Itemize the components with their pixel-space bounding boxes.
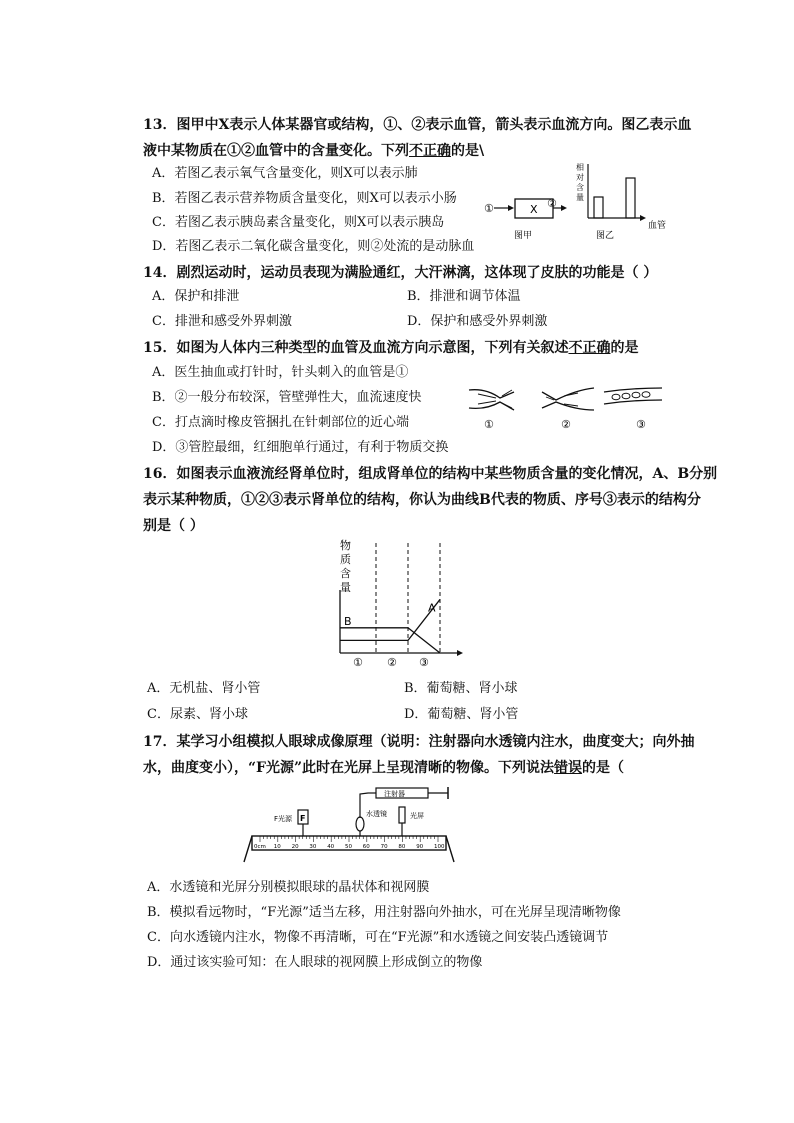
q16-chart — [330, 535, 470, 670]
q17-option-b: B．模拟看远物时，“F光源”适当左移，用注射器向外抽水，可在光屏呈现清晰物像 — [147, 905, 621, 920]
q13-stem-line1: 13．图甲中X表示人体某器官或结构，①、②表示血管，箭头表示血流方向。图乙表示血 — [143, 117, 692, 133]
ruler-label-3: 30 — [309, 844, 317, 850]
q15-stem: 15．如图为人体内三种类型的血管及血流方向示意图，下列有关叙述不正确的是 — [143, 340, 639, 356]
q14-stem: 14．剧烈运动时，运动员表现为满脸通红，大汗淋漓，这体现了皮肤的功能是（ ） — [143, 265, 658, 281]
screen — [399, 807, 424, 836]
chart-x-arrow — [457, 650, 463, 656]
q13-option-b: B．若图乙表示营养物质含量变化，则X可以表示小肠 — [152, 191, 457, 206]
q17-option-a: A．水透镜和光屏分别模拟眼球的晶状体和视网膜 — [147, 880, 430, 895]
figure-jia-caption: 图甲 — [514, 231, 533, 241]
ruler-label-8: 80 — [398, 844, 406, 850]
q16-stem-line2: 表示某种物质，①②③表示肾单位的结构，你认为曲线B代表的物质、序号③表示的结构分 — [143, 492, 701, 508]
q14-option-a: A．保护和排泄 — [152, 289, 240, 304]
figure-jia — [484, 197, 567, 241]
vessel-3-label: ③ — [636, 418, 646, 431]
ruler-label-6: 60 — [362, 844, 370, 850]
q15-option-d: D．③管腔最细，红细胞单行通过，有利于物质交换 — [152, 440, 449, 455]
q13-option-d: D．若图乙表示二氧化碳含量变化，则②处流的是动脉血 — [152, 239, 475, 254]
x-tick-label-1: ① — [353, 656, 363, 669]
q14-option-c: C．排泄和感受外界刺激 — [152, 314, 292, 329]
q16-stem-line3: 别是（ ） — [143, 518, 204, 534]
q15-option-b: B．②一般分布较深，管壁弹性大，血流速度快 — [152, 390, 422, 405]
screen-label: 光屏 — [410, 812, 424, 820]
q13-stem-line2: 液中某物质在①②血管中的含量变化。下列不正确的是\ — [143, 143, 485, 159]
q17-option-c: C．向水透镜内注水，物像不再清晰，可在“F光源”和水透镜之间安装凸透镜调节 — [147, 930, 609, 945]
ruler-label-5: 50 — [345, 844, 352, 850]
q17-stem-line1: 17．某学习小组模拟人眼球成像原理（说明：注射器向水透镜内注水，曲度变大；向外抽 — [143, 734, 695, 750]
q13-figures — [478, 160, 678, 242]
ylabel-1: 相 — [576, 163, 584, 172]
vessel-1-label: ① — [484, 418, 494, 431]
q16-option-a: A．无机盐、肾小管 — [147, 681, 261, 696]
q16-stem-line1: 16．如图表示血液流经肾单位时，组成肾单位的结构中某些物质含量的变化情况，A、B分别 — [143, 466, 718, 482]
chart-ylabel — [340, 538, 351, 594]
vessel-1 — [469, 390, 514, 431]
ylabel-4: 量 — [576, 193, 584, 202]
q16-option-d: D．葡萄糖、肾小管 — [404, 707, 519, 722]
q13-option-c: C．若图乙表示胰岛素含量变化，则X可以表示胰岛 — [152, 215, 445, 230]
ruler-label-1: 10 — [273, 844, 281, 850]
f-letter: F — [300, 814, 306, 823]
q16-option-c: C．尿素、肾小球 — [147, 707, 248, 722]
series-A-label: A — [428, 601, 436, 615]
ruler-label-0: 0cm — [254, 844, 266, 850]
f-light-source — [274, 810, 308, 836]
vessel-2-label: ② — [547, 197, 557, 210]
f-light-label: F光源 — [274, 815, 293, 823]
ruler-label-2: 20 — [291, 844, 299, 850]
ylabel-3: 含 — [576, 183, 584, 192]
ruler-label-4: 40 — [327, 844, 335, 850]
ruler-label-10: 100 — [434, 844, 445, 850]
q15-option-a: A．医生抽血或打针时，针头刺入的血管是① — [152, 365, 409, 380]
figure-yi-caption: 图乙 — [596, 231, 615, 241]
vessel-2 — [542, 388, 594, 431]
ruler-label-9: 90 — [416, 844, 424, 850]
vessel-2-label: ② — [561, 418, 571, 431]
q13-option-a: A．若图乙表示氧气含量变化，则X可以表示肺 — [152, 166, 418, 181]
ylabel-char-0: 物 — [340, 539, 351, 552]
ylabel-char-3: 量 — [340, 581, 351, 594]
q15-vessel-figure — [466, 378, 666, 434]
yi-xlabel: 血管 — [648, 221, 667, 231]
q17-apparatus — [238, 780, 460, 868]
water-lens — [356, 809, 387, 836]
x-tick-label-3: ③ — [419, 656, 429, 669]
series-A-line — [340, 599, 440, 640]
vessel-3 — [604, 388, 662, 431]
water-lens-label: 水透镜 — [366, 810, 387, 818]
organ-x-label: X — [530, 203, 538, 216]
q17-stem-line2: 水，曲度变小），“F光源”此时在光屏上呈现清晰的物像。下列说法错误的是（ — [143, 760, 625, 776]
ylabel-char-2: 含 — [340, 567, 351, 580]
q17-option-d: D．通过该实验可知：在人眼球的视网膜上形成倒立的物像 — [147, 955, 483, 970]
x-tick-label-2: ② — [387, 656, 397, 669]
q14-option-b: B．排泄和调节体温 — [407, 289, 521, 304]
figure-yi — [576, 162, 666, 241]
optical-bench — [244, 836, 454, 862]
bar-vessel-2 — [626, 178, 635, 218]
q14-option-d: D．保护和感受外界刺激 — [407, 314, 548, 329]
ruler-label-7: 70 — [380, 844, 388, 850]
series-B-label: B — [344, 614, 352, 628]
ylabel-2: 对 — [576, 173, 584, 182]
ylabel-char-1: 质 — [340, 553, 351, 566]
vessel-1-label: ① — [484, 202, 494, 215]
bar-vessel-1 — [594, 197, 603, 218]
q15-option-c: C．打点滴时橡皮管捆扎在针刺部位的近心端 — [152, 415, 409, 430]
q16-option-b: B．葡萄糖、肾小球 — [404, 681, 518, 696]
syringe-label: 注射器 — [384, 790, 405, 798]
